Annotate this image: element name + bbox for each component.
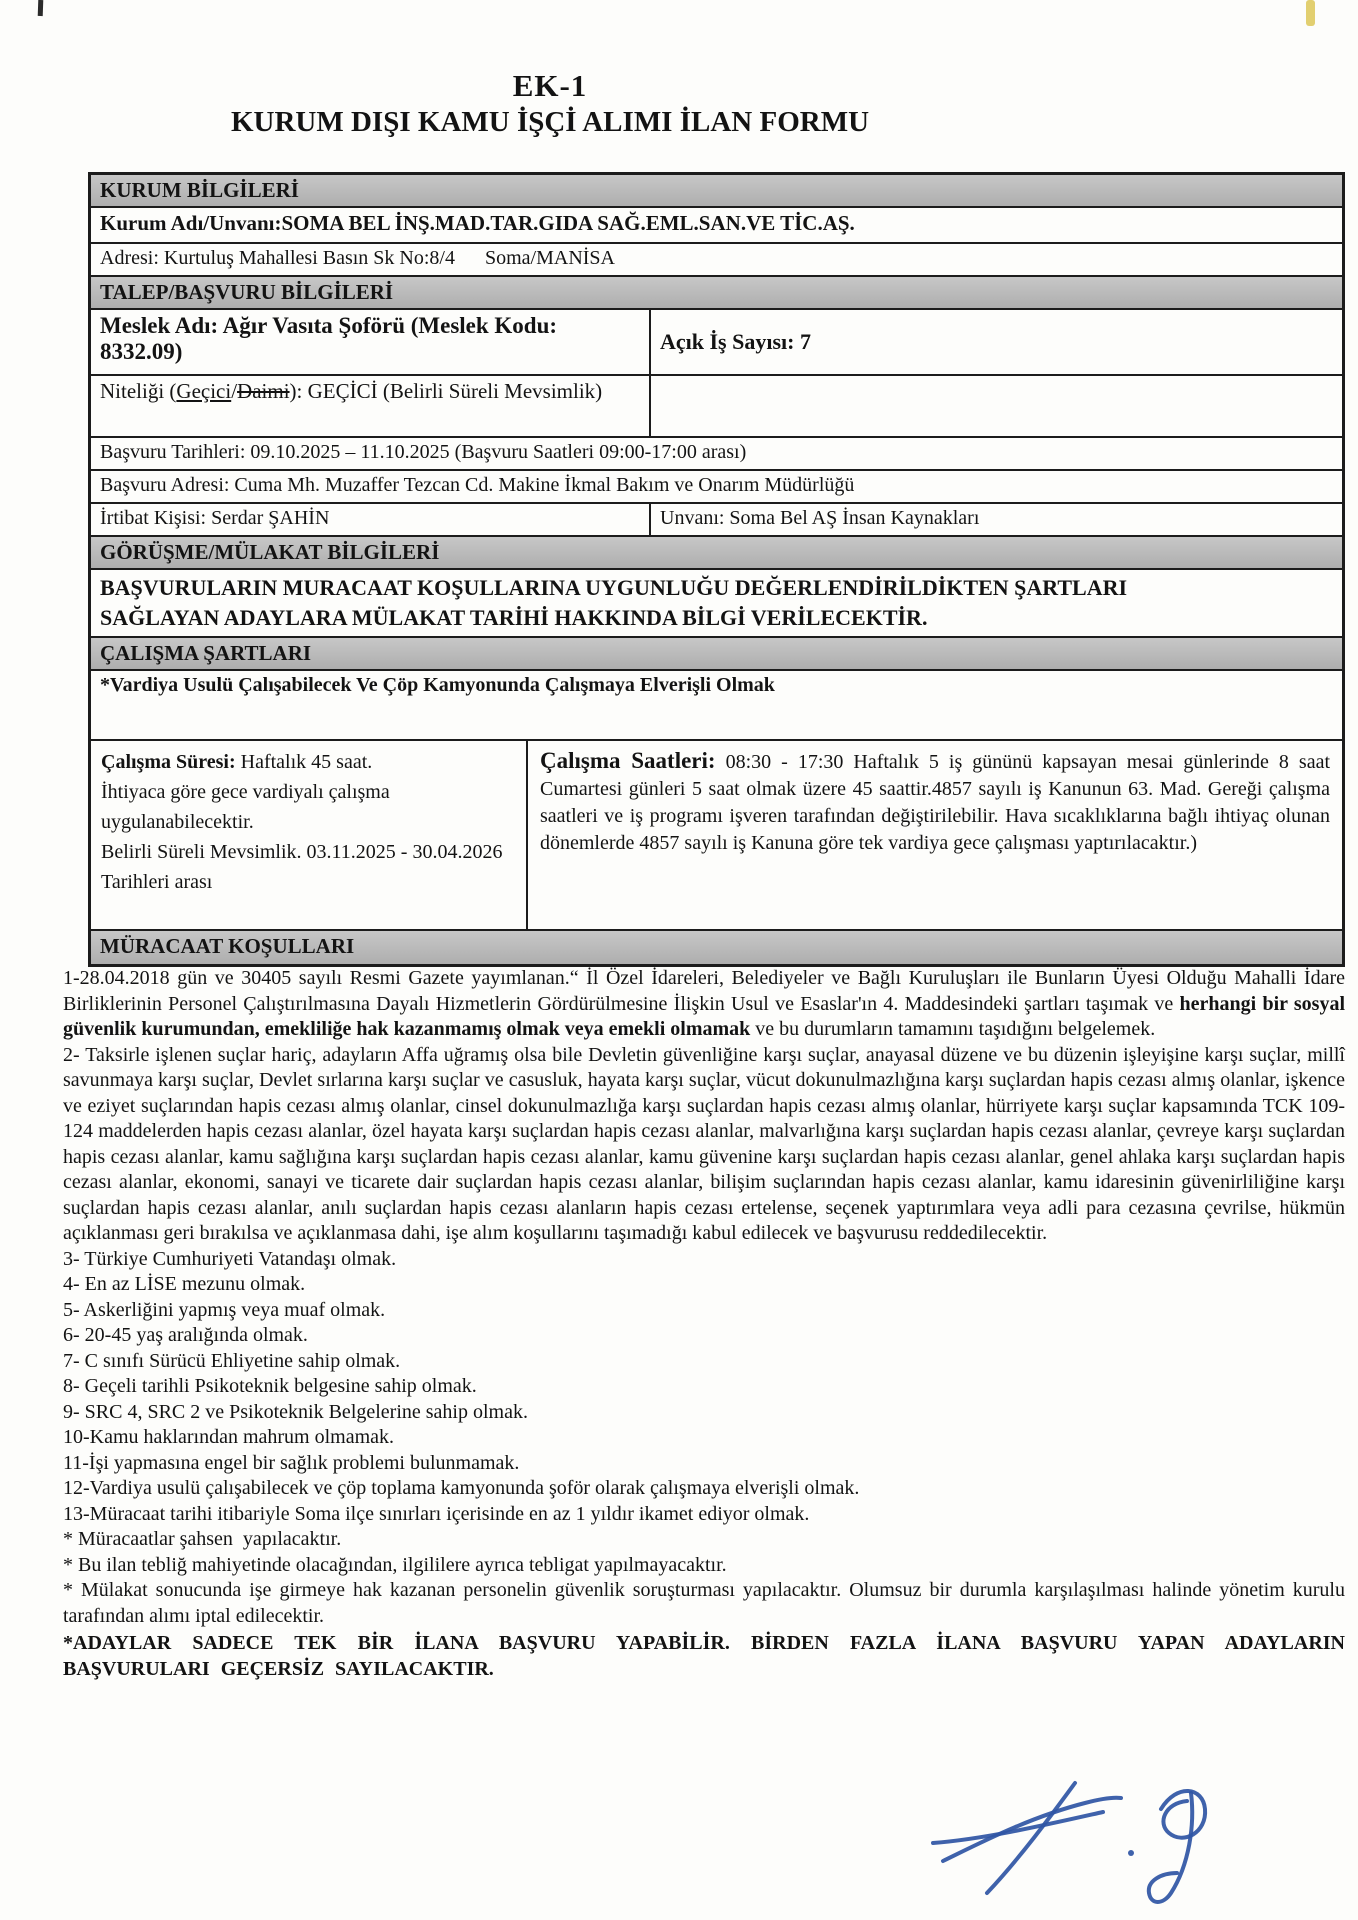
nitelik-prefix: Niteliği ( <box>100 379 177 403</box>
nitelik-empty-cell <box>651 376 1342 436</box>
calisma-suresi-line1 <box>101 747 516 777</box>
form-title-block <box>0 68 1100 139</box>
condition-item-11: 11-İşi yapmasına engel bir sağlık problemi bulunmamak. <box>63 1451 520 1474</box>
vardiya-note-row: *Vardiya Usulü Çalışabilecek Ve Çöp Kamyonunda Çalışmaya Elverişli Olmak <box>91 671 1342 741</box>
condition-item-8: 8- Geçeli tarihli Psikoteknik belgesine sahip olmak. <box>63 1375 477 1397</box>
condition-note-mulakat: * Mülakat sonucunda işe girmeye hak kazanan personelin güvenlik soruşturması yapılacaktır. Olumsuz bir durumla karşılaşılması halinde yönetim kurulu tarafından alımı iptal edilecektir. <box>63 1579 1345 1627</box>
calisma-suresi-line5: Tarihleri arası <box>101 871 213 893</box>
condition-1-text-bold: herhangi bir sosyal güvenlik kurumundan, emekliliğe hak kazanmamış olmak veya emekli olmamak <box>63 992 1346 1040</box>
nitelik-daimi-struck: Daimi <box>237 379 290 403</box>
condition-item-3: 3- Türkiye Cumhuriyeti Vatandaşı olmak. <box>63 1247 397 1270</box>
condition-paragraph-2: 2- Taksirle işlenen suçlar hariç, adayların Affa uğramış olsa bile Devletin güvenliğine karşı suçlar, anayasal düzene ve bu düzenin işleyişine karşı suçlar, millî savunmaya karşı suçlar, Devlet sırlarına karşı suçlar ve casusluk, hayata karşı suçlar, vücut dokunulmazlığına karşı suçlardan hapis cezası almış olanlar, işkence ve eziyet suçlarından hapis cezası almış olanlar, cinsel dokunulmazlığa karşı suçlardan hapis cezası almış olanlar, hürriyete karşı suçlar kapsamında TCK 109-124 maddelerden hapis cezası alanlar, özel hayata karşı suçlardan hapis cezası alanlar, malvarlığına karşı suçlardan hapis cezası alanlar, çevreye karşı suçlardan hapis cezası alanlar, kamu sağlığına karşı suçlardan hapis cezası alanlar, kamu güvenine karşı suçlardan hapis cezası alanlar, genel ahlaka karşı suçlardan hapis cezası alanlar, ekonomi, sanayi ve ticarete dair suçlardan hapis cezası alanlar, bilişim suçlarından hapis cezası alanlar, kamu idaresinin güvenirliliğine karşı suçlardan hapis cezası alanlar, anılı suçlardan hapis cezası alanların hapis cezası ertelense, seçenek yaptırımlara veya adli para cezasına çevrilse, hükmün açıklanması geri bırakılsa ve açıklanmasa dahi, işe alım koşullarını taşımadığı kabul edilecek ve başvurusu reddedilecektir. <box>63 1043 1345 1244</box>
calisma-suresi-line2: İhtiyaca göre gece vardiyalı çalışma <box>101 781 390 803</box>
condition-item-6: 6- 20-45 yaş aralığında olmak. <box>63 1324 308 1346</box>
condition-1-text-a: 1-28.04.2018 gün ve 30405 sayılı Resmi Gazete yayımlanan.“ İl Özel İdareleri, Belediyeler ve Bağlı Kuruluşları ile Bunların Üyesi Olduğu Mahalli İdare Birliklerinin Personel Çalıştırılmasına Dayalı Hizmetlerin Gördürülmesine İlişkin Usul ve Esaslar'ın 4. Maddesindeki şartları taşımak ve <box>63 967 1345 1015</box>
handwritten-signature <box>925 1765 1225 1920</box>
acik-is-sayisi-cell: Açık İş Sayısı: 7 <box>660 329 811 354</box>
calisma-suresi-label: Çalışma Süresi: <box>101 751 236 773</box>
nitelik-value: ): GEÇİCİ (Belirli Süreli Mevsimlik) <box>289 379 603 403</box>
nitelik-slash: / <box>231 379 238 403</box>
section-header-calisma-sartlari: ÇALIŞMA ŞARTLARI <box>91 638 1342 671</box>
scan-artifact-top-left <box>38 0 44 16</box>
condition-paragraph-1 <box>63 966 1345 1043</box>
irtibat-kisisi-cell: İrtibat Kişisi: Serdar ŞAHİN <box>91 504 651 535</box>
meslek-adi-cell: Meslek Adı: Ağır Vasıta Şoförü (Meslek Kodu: 8332.09) <box>91 310 651 374</box>
condition-1-text-c: ve bu durumların tamamını taşıdığını belgelemek. <box>750 1018 1156 1040</box>
unvan-cell: Unvanı: Soma Bel AŞ İnsan Kaynakları <box>660 507 980 529</box>
basvuru-adresi-row: Başvuru Adresi: Cuma Mh. Muzaffer Tezcan Cd. Makine İkmal Bakım ve Onarım Müdürlüğü <box>91 471 1342 504</box>
final-warning-paragraph: *ADAYLAR SADECE TEK BİR İLANA BAŞVURU YAPABİLİR. BİRDEN FAZLA İLANA BAŞVURU YAPAN ADAYLARIN BAŞVURULARI GEÇERSİZ SAYILACAKTIR. <box>63 1632 1345 1680</box>
condition-item-9: 9- SRC 4, SRC 2 ve Psikoteknik Belgelerine sahip olmak. <box>63 1400 528 1423</box>
section-header-gorusme-mulakat: GÖRÜŞME/MÜLAKAT BİLGİLERİ <box>91 537 1342 570</box>
nitelik-row <box>91 376 1342 438</box>
condition-note-sahsen: * Müracaatlar şahsen yapılacaktır. <box>63 1528 342 1550</box>
condition-item-7: 7- C sınıfı Sürücü Ehliyetine sahip olmak. <box>63 1349 401 1372</box>
nitelik-cell <box>91 376 651 436</box>
condition-item-4: 4- En az LİSE mezunu olmak. <box>63 1273 306 1295</box>
gorusme-text-row <box>91 570 1342 638</box>
calisma-suresi-line3: uygulanabilecektir. <box>101 811 254 833</box>
condition-item-13: 13-Müracaat tarihi itibariyle Soma ilçe sınırları içerisinde en az 1 yıldır ikamet ediyor olmak. <box>63 1502 810 1525</box>
calisma-saatleri-cell <box>528 741 1342 929</box>
form-main-title: KURUM DIŞI KAMU İŞÇİ ALIMI İLAN FORMU <box>230 106 870 138</box>
condition-item-12: 12-Vardiya usulü çalışabilecek ve çöp toplama kamyonunda şoför olarak çalışmaya elverişli olmak. <box>63 1477 860 1499</box>
section-header-muracaat-kosullari: MÜRACAAT KOŞULLARI <box>91 931 1342 964</box>
nitelik-gecici-underlined: Geçici <box>176 379 232 403</box>
condition-item-5: 5- Askerliğini yapmış veya muaf olmak. <box>63 1298 386 1321</box>
section-header-kurum-bilgileri: KURUM BİLGİLERİ <box>91 175 1342 208</box>
basvuru-tarihleri-row: Başvuru Tarihleri: 09.10.2025 – 11.10.2025 (Başvuru Saatleri 09:00-17:00 arası) <box>91 438 1342 471</box>
calisma-suresi-cell <box>91 741 528 929</box>
calisma-suresi-line4: Belirli Süreli Mevsimlik. 03.11.2025 - 30.04.2026 <box>101 841 503 863</box>
adres-row: Adresi: Kurtuluş Mahallesi Basın Sk No:8/4 Soma/MANİSA <box>91 244 1342 277</box>
meslek-row <box>91 310 1342 376</box>
condition-note-tebligat: * Bu ilan tebliğ mahiyetinde olacağından, ilgililere ayrıca tebligat yapılmayacaktır. <box>63 1553 727 1576</box>
form-code-title: EK-1 <box>512 68 588 103</box>
kurum-adi-row: Kurum Adı/Unvanı:SOMA BEL İNŞ.MAD.TAR.GIDA SAĞ.EML.SAN.VE TİC.AŞ. <box>91 208 1342 244</box>
calisma-suresi-value1: Haftalık 45 saat. <box>240 751 373 773</box>
calisma-detay-row <box>91 741 1342 931</box>
gorusme-text-line1: BAŞVURULARIN MURACAAT KOŞULLARINA UYGUNLUĞU DEĞERLENDİRİLDİKTEN ŞARTLARI <box>100 575 1128 600</box>
condition-item-10: 10-Kamu haklarından mahrum olmamak. <box>63 1426 395 1448</box>
irtibat-row <box>91 504 1342 537</box>
muracaat-kosullari-text <box>63 966 1345 1682</box>
form-table <box>88 172 1345 967</box>
section-header-talep-basvuru: TALEP/BAŞVURU BİLGİLERİ <box>91 277 1342 310</box>
calisma-saatleri-text: 08:30 - 17:30 Haftalık 5 iş gününü kapsayan mesai günlerinde 8 saat Cumartesi günleri 5 saat olmak üzere 45 saattir.4857 sayılı iş Kanunun 63. Mad. Gereği çalışma saatleri ve iş programı işveren tarafından değiştirilebilir. Hava sıcaklıklarına bağlı ihtiyaç olunan dönemlerde 4857 sayılı iş Kanuna göre tek vardiya gece çalışması yaptırılacaktır.) <box>540 751 1331 854</box>
gorusme-text-line2: SAĞLAYAN ADAYLARA MÜLAKAT TARİHİ HAKKINDA BİLGİ VERİLECEKTİR. <box>100 605 928 630</box>
calisma-saatleri-label: Çalışma Saatleri: <box>540 748 716 773</box>
scan-artifact-top-right <box>1306 0 1315 26</box>
